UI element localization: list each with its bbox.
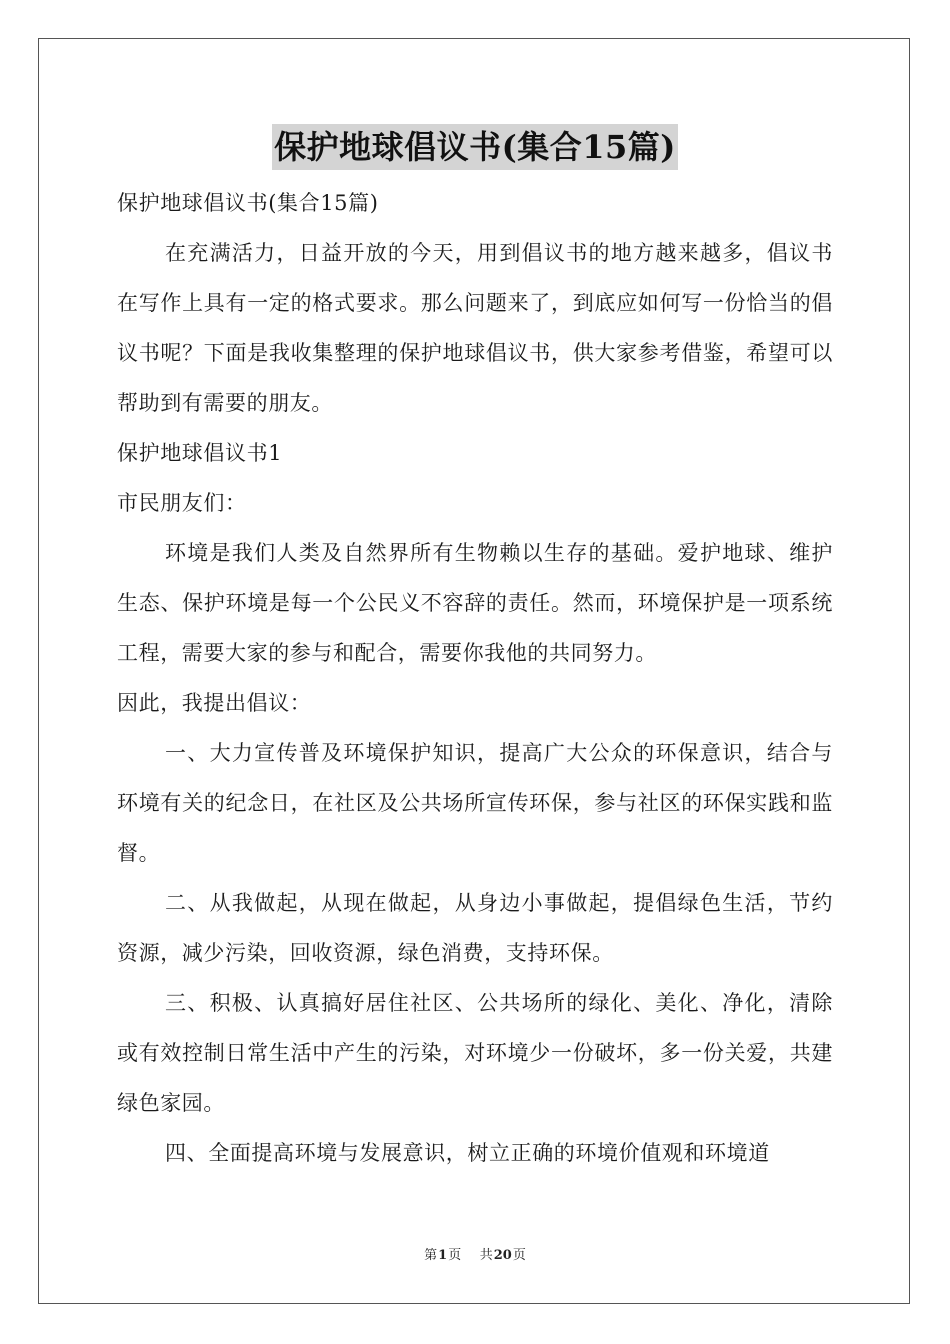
total-suffix: 页 (512, 1248, 526, 1263)
page-suffix: 页 (448, 1248, 462, 1263)
proposal-item-2: 二、从我做起，从现在做起，从身边小事做起，提倡绿色生活，节约资源，减少污染，回收资源，绿色消费，支持环保。 (117, 891, 833, 965)
section-heading: 保护地球倡议书1 (117, 441, 283, 465)
document-subtitle: 保护地球倡议书(集合15篇) (117, 191, 379, 215)
page-number: 1 (438, 1248, 448, 1263)
title-container (0, 124, 950, 170)
proposal-item-3: 三、积极、认真搞好居住社区、公共场所的绿化、美化、净化，清除或有效控制日常生活中产生的污染，对环境少一份破坏，多一份关爱，共建绿色家园。 (117, 991, 833, 1115)
intro-paragraph: 在充满活力，日益开放的今天，用到倡议书的地方越来越多，倡议书在写作上具有一定的格式要求。那么问题来了，到底应如何写一份恰当的倡议书呢？下面是我收集整理的保护地球倡议书，供大家参考借鉴，希望可以帮助到有需要的朋友。 (117, 241, 833, 415)
total-pages: 20 (493, 1248, 512, 1263)
page-footer (0, 1247, 950, 1265)
proposal-line: 因此，我提出倡议： (117, 691, 312, 715)
body-paragraph-1: 环境是我们人类及自然界所有生物赖以生存的基础。爱护地球、维护生态、保护环境是每一个公民义不容辞的责任。然而，环境保护是一项系统工程，需要大家的参与和配合，需要你我他的共同努力。 (117, 541, 833, 665)
document-title: 保护地球倡议书(集合15篇) (272, 124, 678, 170)
total-prefix: 共 (479, 1248, 493, 1263)
proposal-item-1: 一、大力宣传普及环境保护知识，提高广大公众的环保意识，结合与环境有关的纪念日，在社区及公共场所宣传环保，参与社区的环保实践和监督。 (117, 741, 833, 865)
salutation: 市民朋友们： (117, 491, 247, 515)
page-prefix: 第 (424, 1248, 438, 1263)
proposal-item-4: 四、全面提高环境与发展意识，树立正确的环境价值观和环境道 (165, 1141, 770, 1165)
document-body (117, 178, 833, 1178)
